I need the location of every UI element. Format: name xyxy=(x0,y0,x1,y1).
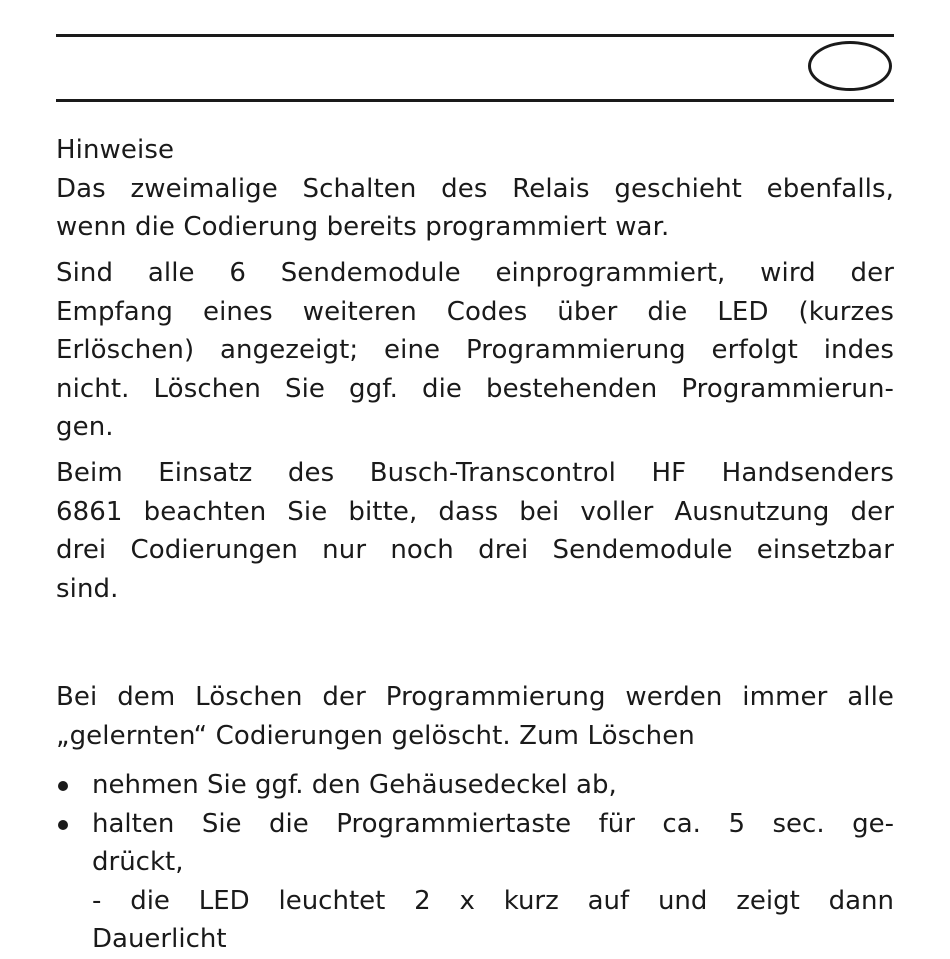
section-heading: Hinweise xyxy=(56,135,175,165)
sub-item-line: - die LED leuchtet 2 x kurz auf und zeigt dann xyxy=(92,885,894,916)
paragraph-modules-full xyxy=(56,254,894,447)
paragraph-line: Erlöschen) angezeigt; eine Programmierung erfolgt indes xyxy=(56,335,894,365)
page-number-oval xyxy=(808,41,892,91)
paragraph-delete xyxy=(56,678,894,755)
list-item-line: halten Sie die Programmiertaste für ca. 5 sec. ge- xyxy=(92,808,894,839)
paragraph-line: gen. xyxy=(56,412,114,442)
header-top-rule xyxy=(56,34,894,37)
sub-list-item xyxy=(56,882,894,959)
paragraph-line: Sind alle 6 Sendemodule einprogrammiert, wird der xyxy=(56,258,894,288)
sub-item-line: Dauerlicht xyxy=(92,924,227,954)
paragraph-line: „gelernten“ Codierungen gelöscht. Zum Löschen xyxy=(56,720,695,751)
paragraph-line: Empfang eines weiteren Codes über die LED (kurzes xyxy=(56,296,894,327)
list-item-line: nehmen Sie ggf. den Gehäusedeckel ab, xyxy=(92,770,617,800)
bullet-icon xyxy=(58,820,68,830)
list-item xyxy=(56,805,894,882)
bullet-icon xyxy=(58,781,68,791)
notes-section xyxy=(56,131,894,247)
paragraph-line: 6861 beachten Sie bitte, dass bei voller Ausnutzung der xyxy=(56,496,894,527)
list-item xyxy=(56,766,894,805)
paragraph-line: nicht. Löschen Sie ggf. die bestehenden Programmierun- xyxy=(56,373,894,404)
paragraph-line: wenn die Codierung bereits programmiert war. xyxy=(56,212,670,242)
paragraph-handsender xyxy=(56,454,894,608)
list-item-line: drückt, xyxy=(92,847,184,877)
paragraph-line: drei Codierungen nur noch drei Sendemodule einsetzbar xyxy=(56,535,894,565)
paragraph-line: Das zweimalige Schalten des Relais geschieht ebenfalls, xyxy=(56,173,894,204)
paragraph-line: sind. xyxy=(56,573,119,604)
paragraph-line: Bei dem Löschen der Programmierung werden immer alle xyxy=(56,682,894,712)
paragraph-line: Beim Einsatz des Busch-Transcontrol HF Handsenders xyxy=(56,458,894,488)
header-bottom-rule xyxy=(56,99,894,102)
delete-steps-list xyxy=(56,766,894,959)
